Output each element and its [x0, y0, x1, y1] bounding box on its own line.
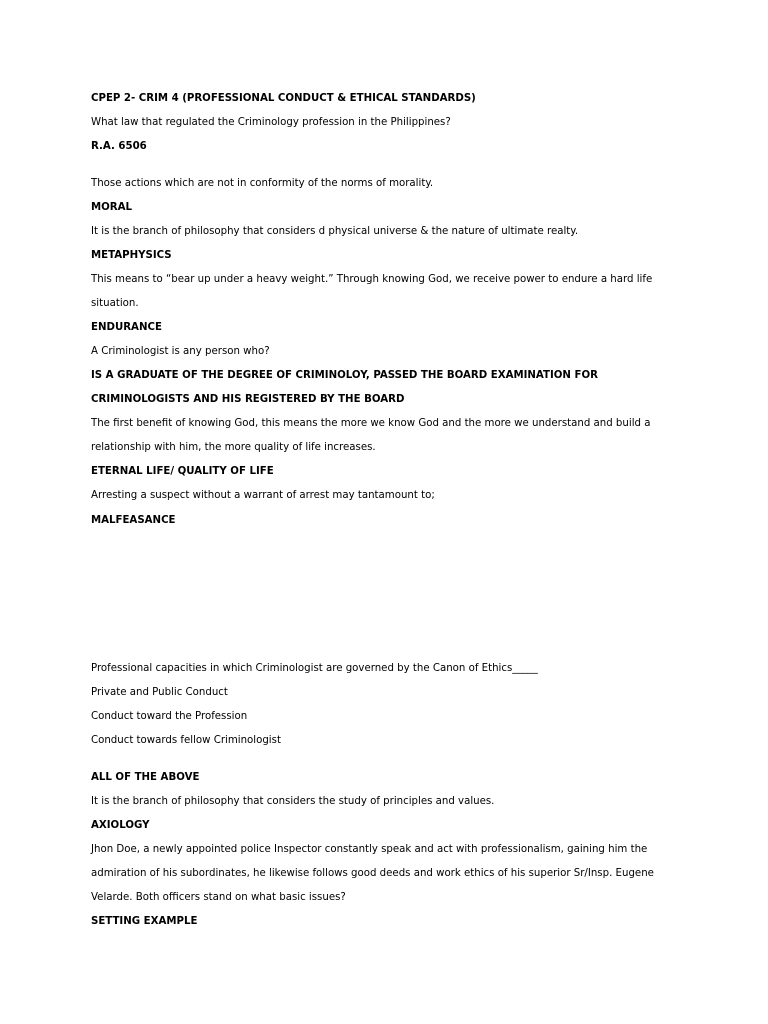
answer-text: ALL OF THE ABOVE	[91, 772, 200, 783]
answer-text: CRIMINOLOGISTS AND HIS REGISTERED BY THE BOARD	[91, 394, 405, 405]
answer-text: ENDURANCE	[91, 322, 162, 333]
question-text: Arresting a suspect without a warrant of arrest may tantamount to;	[91, 490, 435, 501]
question-text: admiration of his subordinates, he likewise follows good deeds and work ethics of his superior Sr/Insp. Eugene	[91, 868, 654, 879]
question-text: Those actions which are not in conformity of the norms of morality.	[91, 178, 434, 189]
option-text: Private and Public Conduct	[91, 687, 228, 698]
question-text: situation.	[91, 298, 139, 309]
document-title: CPEP 2- CRIM 4 (PROFESSIONAL CONDUCT & ETHICAL STANDARDS)	[91, 93, 476, 104]
question-text: A Criminologist is any person who?	[91, 346, 270, 357]
question-text: The first benefit of knowing God, this means the more we know God and the more we understand and build a	[91, 418, 651, 429]
answer-text: AXIOLOGY	[91, 820, 150, 831]
answer-text: ETERNAL LIFE/ QUALITY OF LIFE	[91, 466, 274, 477]
question-text: Jhon Doe, a newly appointed police Inspector constantly speak and act with professionalism, gaining him the	[91, 844, 648, 855]
question-text: relationship with him, the more quality of life increases.	[91, 442, 376, 453]
question-text: Velarde. Both officers stand on what basic issues?	[91, 892, 346, 903]
answer-text: MORAL	[91, 202, 133, 213]
answer-text: MALFEASANCE	[91, 515, 176, 526]
answer-text: R.A. 6506	[91, 141, 147, 152]
option-text: Conduct toward the Profession	[91, 711, 248, 722]
option-text: Conduct towards fellow Criminologist	[91, 735, 281, 746]
question-text: Professional capacities in which Criminologist are governed by the Canon of Ethics_____	[91, 663, 538, 674]
question-text: It is the branch of philosophy that considers the study of principles and values.	[91, 796, 495, 807]
question-text: This means to “bear up under a heavy weight.” Through knowing God, we receive power to endure a hard life	[91, 274, 653, 285]
question-text: What law that regulated the Criminology profession in the Philippines?	[91, 117, 451, 128]
answer-text: SETTING EXAMPLE	[91, 916, 198, 927]
answer-text: IS A GRADUATE OF THE DEGREE OF CRIMINOLOY, PASSED THE BOARD EXAMINATION FOR	[91, 370, 598, 381]
question-text: It is the branch of philosophy that considers d physical universe & the nature of ultimate realty.	[91, 226, 579, 237]
answer-text: METAPHYSICS	[91, 250, 172, 261]
